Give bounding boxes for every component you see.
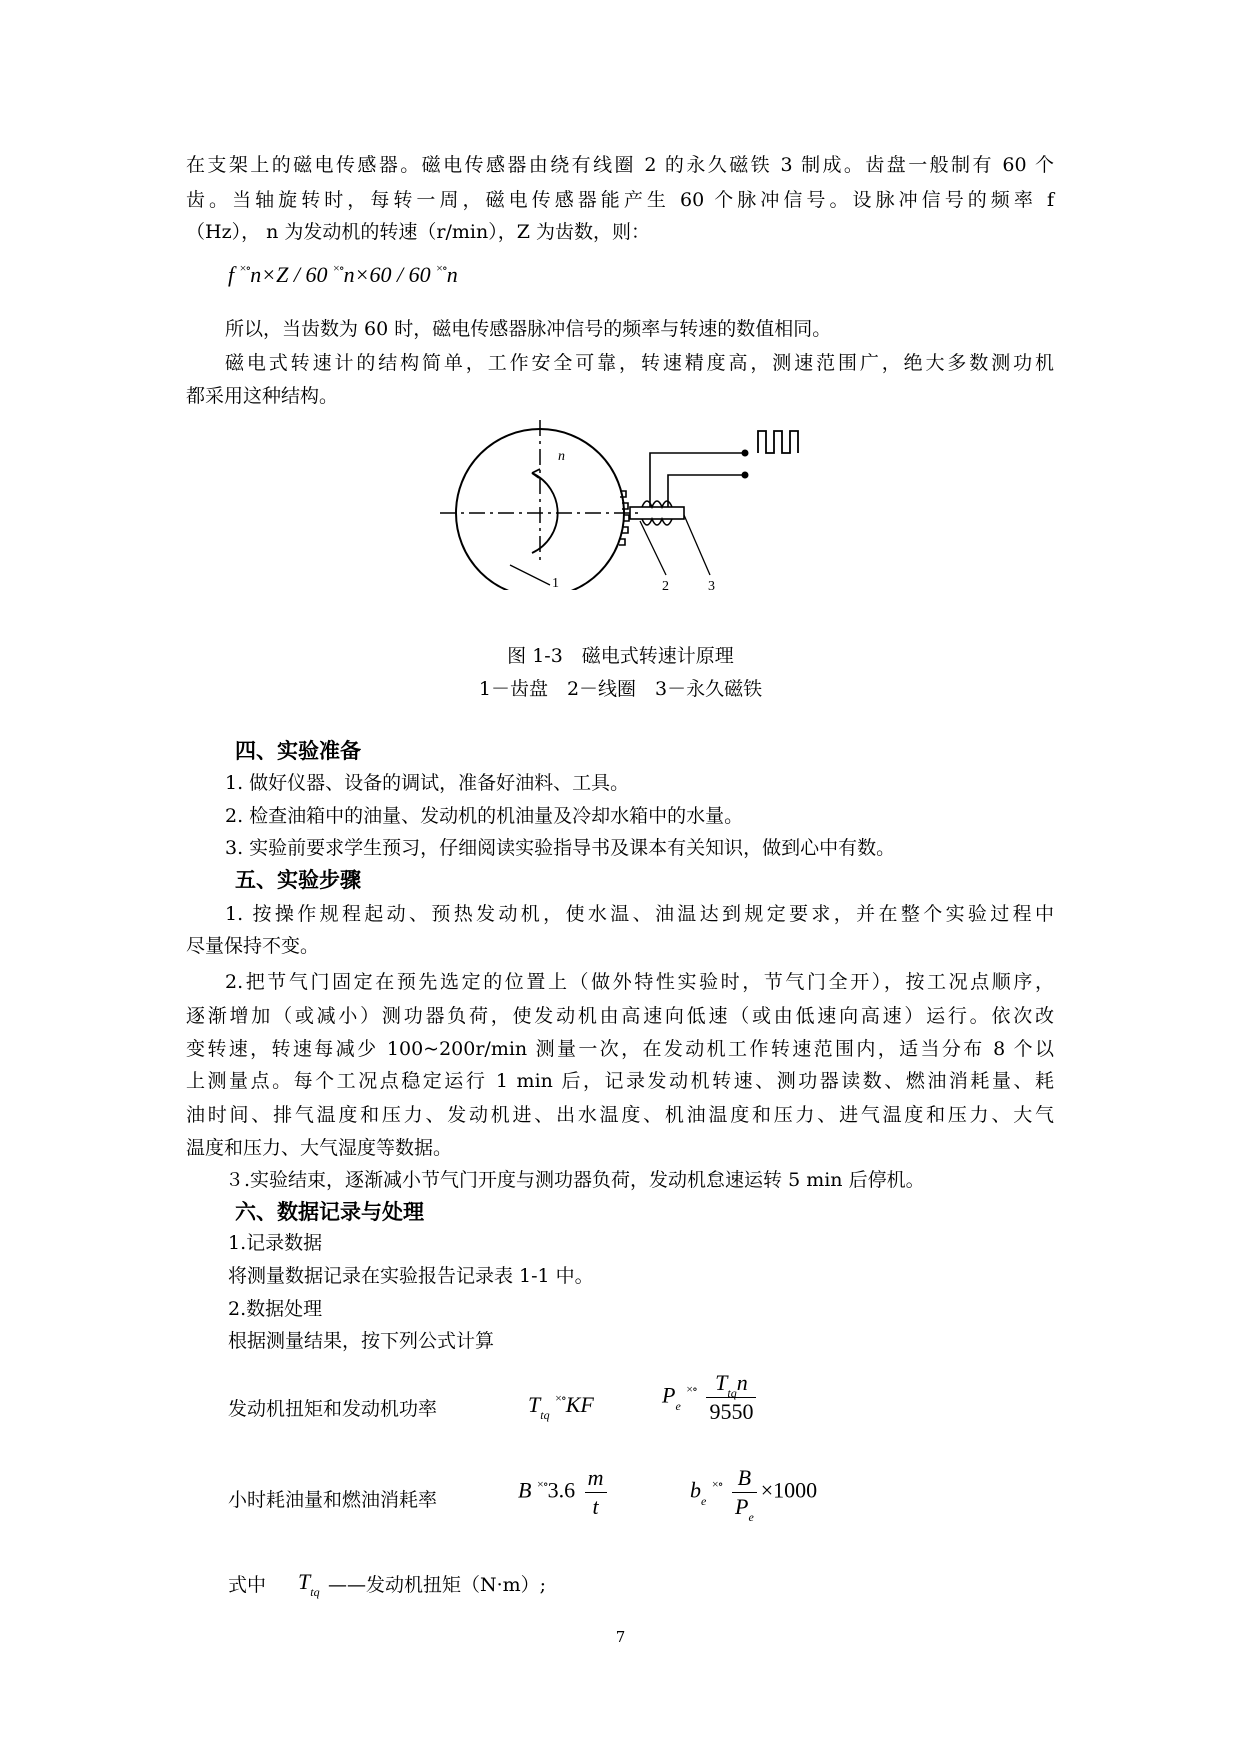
- torque-power-label: 发动机扭矩和发动机功率: [228, 1398, 438, 1420]
- process-data-text: 根据测量结果，按下列公式计算: [228, 1330, 495, 1352]
- section-4-item-3: 3. 实验前要求学生预习，仔细阅读实验指导书及课本有关知识，做到心中有数。: [225, 837, 896, 859]
- step-2-line-2: 逐渐增加（或减小）测功器负荷，使发动机由高速向低速（或由低速向高速）运行。依次改: [186, 1005, 1054, 1027]
- specific-fuel-fraction: $\frac{B}{P_e}$: [732, 1465, 757, 1520]
- section-5-heading: 五、实验步骤: [235, 868, 361, 892]
- section-4-item-1: 1. 做好仪器、设备的调试，准备好油料、工具。: [225, 772, 630, 794]
- power-formula: [662, 1370, 760, 1425]
- result-paragraph: 所以，当齿数为 60 时，磁电传感器脉冲信号的频率与转速的数值相同。: [225, 318, 832, 340]
- label-3: 3: [708, 579, 715, 590]
- power-subscript: e: [675, 1398, 681, 1413]
- tach-line-1: 磁电式转速计的结构简单，工作安全可靠，转速精度高，测速范围广，绝大多数测功机: [225, 352, 1054, 374]
- formula-n: n: [446, 262, 458, 287]
- intro-line-2: 齿。当轴旋转时，每转一周，磁电传感器能产生 60 个脉冲信号。设脉冲信号的频率 f: [186, 189, 1054, 211]
- power-denominator: 9550: [709, 1399, 754, 1424]
- label-1: 1: [552, 576, 559, 590]
- formula-relation: ×∘: [536, 1476, 548, 1491]
- record-data-text: 将测量数据记录在实验报告记录表 1-1 中。: [228, 1265, 594, 1287]
- section-6-heading: 六、数据记录与处理: [235, 1200, 424, 1224]
- lead-bottom: [668, 475, 742, 507]
- formula-relation: ×∘: [711, 1476, 723, 1491]
- step-3: ３.实验结束，逐渐减小节气门开度与测功器负荷，发动机怠速运转 5 min 后停机。: [225, 1169, 925, 1191]
- times-1000: ×1000: [760, 1477, 818, 1503]
- formula-relation: ×∘: [555, 1391, 566, 1405]
- formula-f: f: [228, 262, 235, 287]
- rotation-label-n: n: [558, 449, 565, 464]
- step-2-line-1: 2.把节气门固定在预先选定的位置上（做外特性实验时，节气门全开），按工况点顺序，: [225, 971, 1054, 993]
- step-1-line-1: 1. 按操作规程起动、预热发动机，使水温、油温达到规定要求，并在整个实验过程中: [225, 903, 1054, 925]
- intro-line-1: 在支架上的磁电传感器。磁电传感器由绕有线圈 2 的永久磁铁 3 制成。齿盘一般制有 60 个: [186, 154, 1054, 176]
- lead-top: [650, 453, 742, 507]
- specific-fuel-formula: $b_e$ ×∘ $\frac{B}{P_e}$ ×1000: [690, 1465, 818, 1524]
- formula-part-1: n×Z / 60: [250, 262, 328, 287]
- step-1-line-2: 尽量保持不变。: [186, 935, 320, 957]
- page-number: 7: [615, 1628, 626, 1646]
- hourly-fuel-formula: [518, 1465, 611, 1520]
- formula-relation: ×∘: [332, 261, 344, 275]
- fuel-consumption-label: 小时耗油量和燃油消耗率: [228, 1489, 438, 1511]
- record-data-heading: 1.记录数据: [228, 1232, 323, 1254]
- step-2-line-4: 上测量点。每个工况点稳定运行 1 min 后，记录发动机转速、测功器读数、燃油消耗量、耗: [186, 1070, 1054, 1092]
- intro-line-3: （Hz）， n 为发动机的转速（r/min），Z 为齿数，则：: [186, 221, 650, 243]
- formula-part-2: n×60 / 60: [343, 262, 431, 287]
- fuel-coefficient: 3.6: [547, 1477, 576, 1503]
- step-2-line-3: 变转速，转速每减少 100~200r/min 测量一次，在发动机工作转速范围内，适当分布 8 个以: [186, 1038, 1054, 1060]
- formula-relation: ×∘: [239, 261, 251, 275]
- where-torque: $T_{tq}$: [298, 1569, 320, 1599]
- process-data-heading: 2.数据处理: [228, 1298, 323, 1320]
- torque-symbol: T: [528, 1392, 541, 1417]
- section-4-heading: 四、实验准备: [235, 739, 361, 763]
- where-torque-desc: ——发动机扭矩（N·m）;: [328, 1574, 547, 1596]
- power-fraction: $\frac{T_{tq}n}{9550}$: [706, 1370, 756, 1425]
- tachometer-diagram: [440, 415, 820, 590]
- formula-relation: ×∘: [686, 1381, 697, 1396]
- pulse-waveform: [758, 431, 798, 453]
- step-2-line-6: 温度和压力、大气湿度等数据。: [186, 1137, 453, 1159]
- torque-rhs: KF: [565, 1392, 594, 1417]
- specific-fuel-symbol: b: [690, 1477, 701, 1503]
- tach-line-2: 都采用这种结构。: [186, 385, 339, 407]
- power-symbol: P: [662, 1382, 676, 1408]
- where-label: 式中: [228, 1574, 267, 1596]
- fuel-fraction: $\frac{m}{t}$: [585, 1465, 607, 1520]
- torque-subscript: tq: [540, 1408, 550, 1422]
- figure-legend: 1－齿盘 2－线圈 3－永久磁铁: [478, 678, 763, 700]
- torque-formula: [528, 1391, 594, 1422]
- permanent-magnet: [630, 507, 684, 519]
- step-2-line-5: 油时间、排气温度和压力、发动机进、出水温度、机油温度和压力、进气温度和压力、大气: [186, 1104, 1054, 1126]
- label-2: 2: [662, 579, 669, 590]
- frequency-formula: [228, 262, 458, 288]
- section-4-item-2: 2. 检查油箱中的油量、发动机的机油量及冷却水箱中的水量。: [225, 805, 744, 827]
- figure-caption: 图 1-3 磁电式转速计原理: [507, 645, 734, 667]
- hourly-fuel-symbol: B: [518, 1477, 532, 1503]
- formula-relation: ×∘: [436, 261, 447, 275]
